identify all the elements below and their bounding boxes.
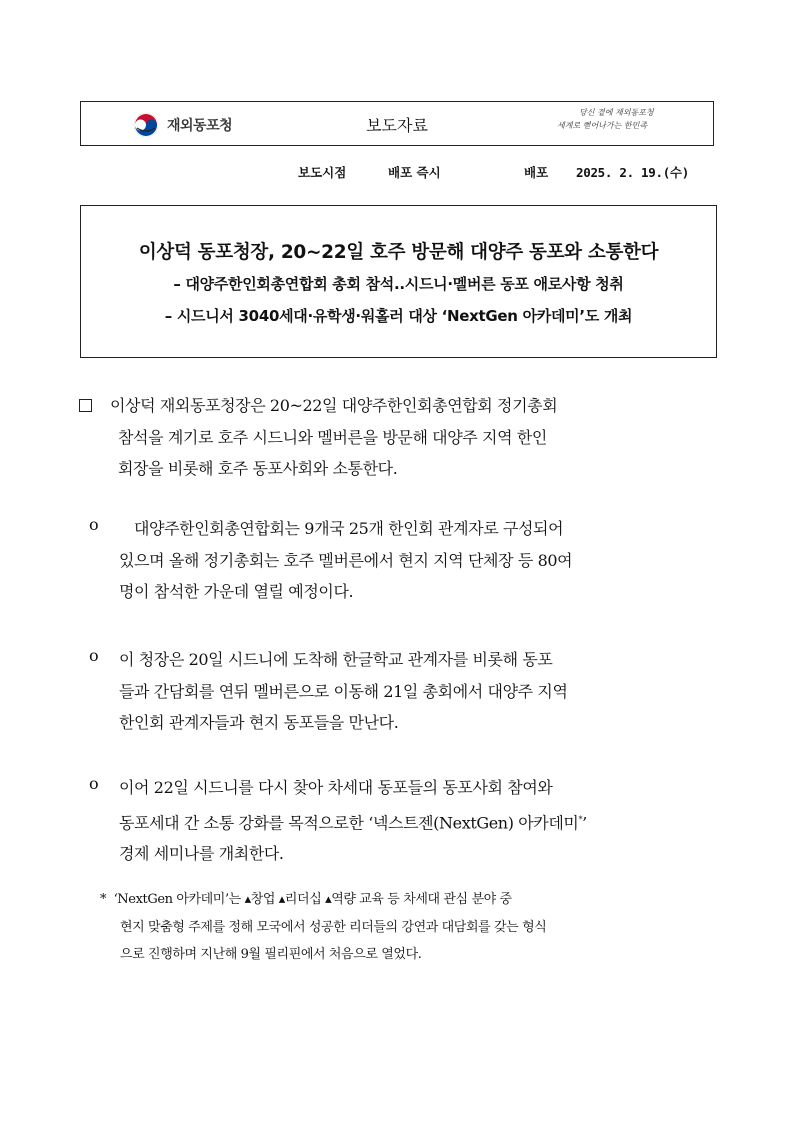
footnote <box>100 886 546 969</box>
paragraph-2 <box>119 513 572 608</box>
paragraph-line: 대양주한인회총연합회는 9개국 25개 한인회 관계자로 구성되어 <box>134 519 564 538</box>
distribution-label: 배포 <box>524 165 549 180</box>
doc-type-label: 보도자료 <box>366 116 428 135</box>
checkbox-bullet-icon <box>79 399 92 412</box>
paragraph-line <box>119 804 587 839</box>
headline: 이상덕 동포청장, 20~22일 호주 방문해 대양주 동포와 소통한다 <box>138 242 659 263</box>
paragraph-line: 들과 간담회를 연뒤 멜버른으로 이동해 21일 총회에서 대양주 지역 <box>119 681 568 701</box>
footnote-marker: * <box>100 892 107 907</box>
paragraph-line: 이 청장은 20일 시드니에 도착해 한글학교 관계자를 비롯해 동포 <box>119 650 553 669</box>
circle-bullet-icon: o <box>89 774 99 793</box>
paragraph-line: 명이 참석한 가운데 열릴 예정이다. <box>119 582 354 601</box>
paragraph-line: 한인회 관계자들과 현지 동포들을 만난다. <box>119 713 399 732</box>
header-box <box>80 101 714 146</box>
paragraph-line: 회장을 비롯해 호주 동포사회와 소통한다. <box>118 459 398 478</box>
paragraph-text: 동포세대 간 소통 강화를 목적으로한 ‘넥스트젠(NextGen) 아카데미 <box>119 812 579 832</box>
footnote-line: 현지 맞춤형 주제를 정해 모국에서 성공한 리더들의 강연과 대담회를 갖는 형식 <box>120 919 547 935</box>
slogan-line-2: 세계로 뻗어나가는 한민족 <box>557 121 648 130</box>
paragraph-line: 경제 세미나를 개최한다. <box>119 844 284 864</box>
title-box <box>80 205 717 358</box>
release-label: 보도시점 <box>298 165 347 180</box>
slogan-line-1: 당신 곁에 재외동포청 <box>579 108 654 117</box>
release-value: 배포 즉시 <box>388 165 441 180</box>
subheadline-1: – 대양주한인회총연합회 총회 참석..시드니·멜버른 동포 애로사항 청취 <box>173 275 624 293</box>
circle-bullet-icon: o <box>89 515 99 534</box>
agency-name: 재외동포청 <box>167 118 233 134</box>
paragraph-line: 이상덕 재외동포청장은 20~22일 대양주한인회총연합회 정기총회 <box>110 396 558 415</box>
handwritten-slogan <box>555 106 665 142</box>
paragraph-3 <box>119 644 568 739</box>
paragraph-line: 있으며 올해 정기총회는 호주 멜버른에서 현지 지역 단체장 등 80여 <box>119 550 573 570</box>
distribution-date: 2025. 2. 19.(수) <box>576 165 689 180</box>
subheadline-2: – 시드니서 3040세대·유학생·워홀러 대상 ‘NextGen 아카데미’도 개최 <box>164 307 633 325</box>
footnote-line: 으로 진행하며 지난해 9월 필리핀에서 처음으로 열었다. <box>120 947 422 962</box>
closing-quote: ’ <box>582 812 587 832</box>
footnote-ref: * <box>578 814 583 824</box>
paragraph-1 <box>110 390 557 485</box>
paragraph-line: 참석을 계기로 호주 시드니와 멜버른을 방문해 대양주 지역 한인 <box>118 427 547 447</box>
paragraph-line: 이어 22일 시드니를 다시 찾아 차세대 동포들의 동포사회 참여와 <box>119 778 553 797</box>
circle-bullet-icon: o <box>89 646 99 665</box>
paragraph-4 <box>119 772 587 870</box>
footnote-line <box>100 886 546 914</box>
footnote-text: ‘NextGen 아카데미’는 ▴창업 ▴리더십 ▴역량 교육 등 차세대 관심 분야 중 <box>113 892 512 907</box>
